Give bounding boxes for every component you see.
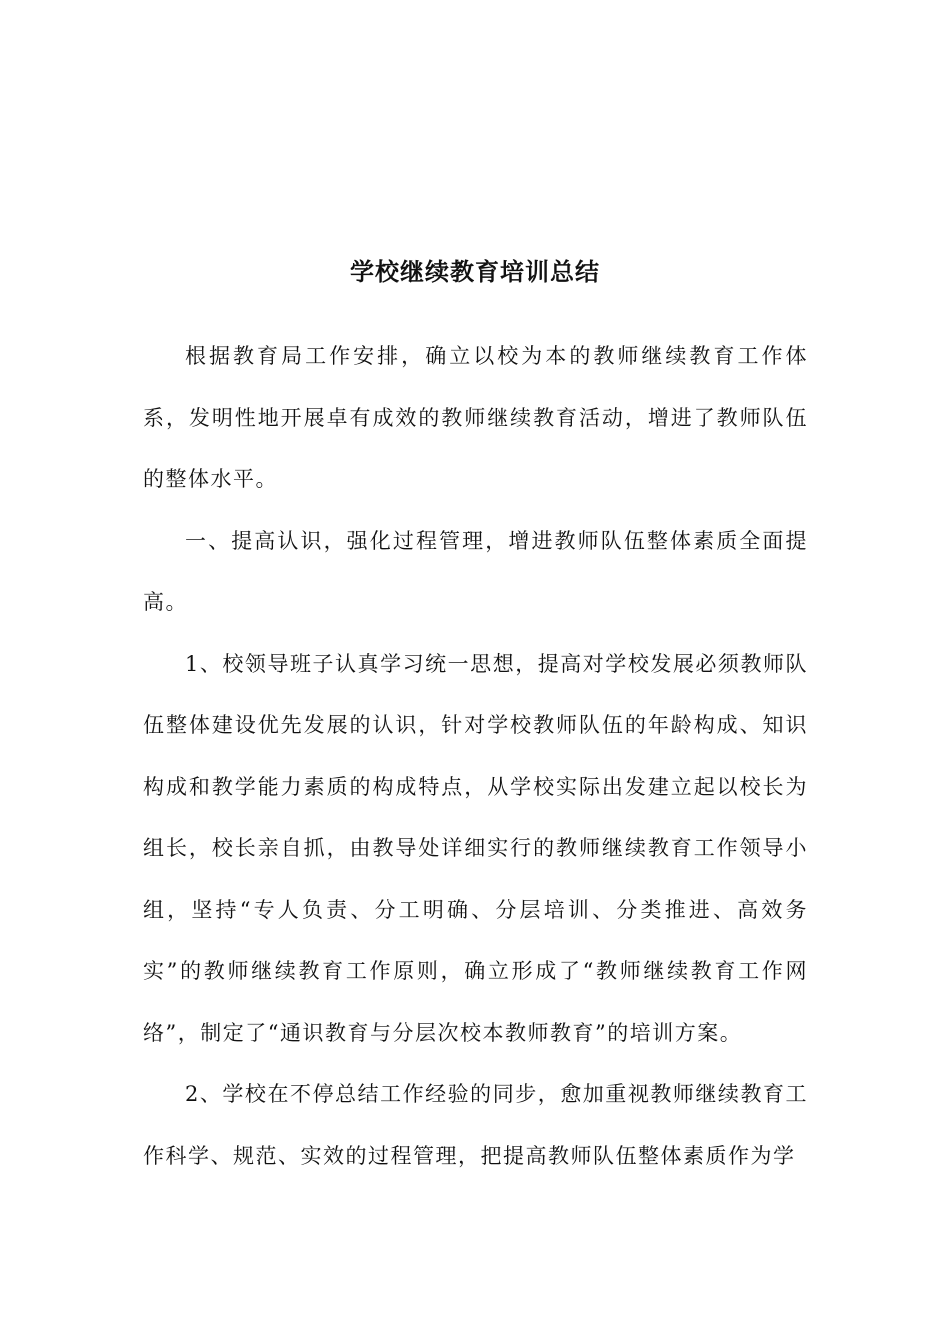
document-title: 学校继续教育培训总结 (350, 257, 600, 286)
document-body (143, 326, 808, 1187)
paragraph-item-2: 2、学校在不停总结工作经验的同步，愈加重视教师继续教育工作科学、规范、实效的过程管理，把提高教师队伍整体素质作为学 (143, 1082, 808, 1168)
paragraph-item-1: 1、校领导班子认真学习统一思想，提高对学校发展必须教师队伍整体建设优先发展的认识，针对学校教师队伍的年龄构成、知识构成和教学能力素质的构成特点，从学校实际出发建立起以校长为组长，校长亲自抓，由教导处详细实行的教师继续教育工作领导小组，坚持“专人负责、分工明确、分层培训、分类推进、高效务实”的教师继续教育工作原则，确立形成了“教师继续教育工作网络”，制定了“通识教育与分层次校本教师教育”的培训方案。 (143, 651, 808, 1045)
paragraph-intro: 根据教育局工作安排，确立以校为本的教师继续教育工作体系，发明性地开展卓有成效的教师继续教育活动，增进了教师队伍的整体水平。 (143, 344, 808, 491)
paragraph-section-heading: 一、提高认识，强化过程管理，增进教师队伍整体素质全面提高。 (143, 528, 808, 614)
